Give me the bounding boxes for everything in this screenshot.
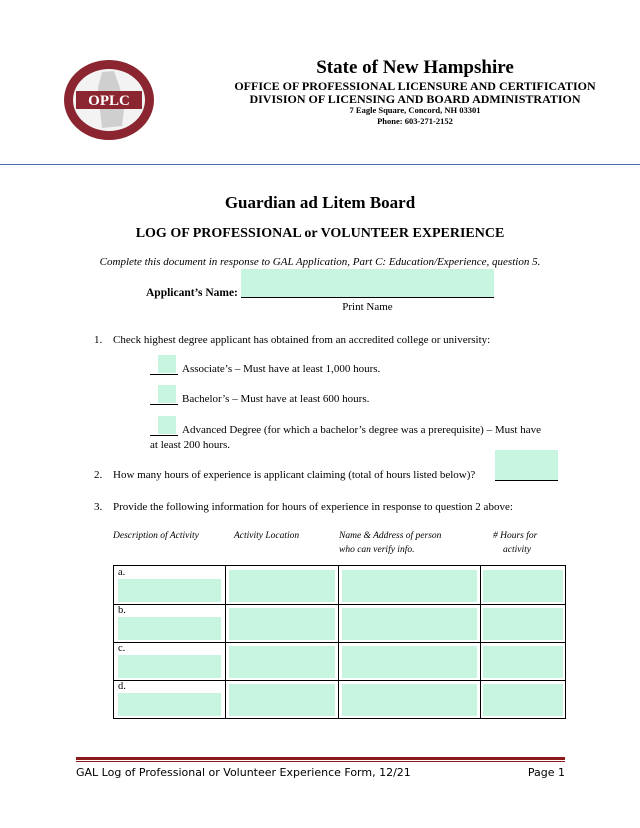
bachelors-option-label: Bachelor’s – Must have at least 600 hours. — [182, 393, 370, 405]
question-1-text: Check highest degree applicant has obtained from an accredited college or university: — [113, 334, 491, 346]
total-hours-underline — [495, 480, 558, 481]
table-row-divider — [113, 680, 566, 681]
applicant-name-label: Applicant’s Name: — [146, 287, 238, 299]
column-header-verifier-line2: who can verify info. — [339, 545, 415, 555]
question-1-number: 1. — [94, 334, 103, 346]
column-header-hours-line2: activity — [503, 545, 531, 555]
footer-divider — [76, 757, 565, 760]
column-header-location: Activity Location — [234, 531, 300, 541]
bachelors-underline — [150, 404, 178, 405]
form-title: LOG OF PROFESSIONAL or VOLUNTEER EXPERIENCE — [135, 226, 505, 241]
row-letter: a. — [118, 567, 126, 578]
row-d-verifier-input[interactable] — [342, 684, 477, 716]
row-a-verifier-input[interactable] — [342, 570, 477, 602]
total-hours-input[interactable] — [495, 450, 558, 480]
row-c-description-input[interactable] — [118, 655, 221, 678]
row-c-hours-input[interactable] — [483, 646, 563, 678]
row-b-description-input[interactable] — [118, 617, 221, 640]
logo-text: OPLC — [88, 93, 130, 109]
table-row-divider — [113, 642, 566, 643]
associates-option-label: Associate’s – Must have at least 1,000 hours. — [182, 363, 381, 375]
table-column-divider — [338, 565, 339, 719]
table-column-divider — [480, 565, 481, 719]
question-2-text: How many hours of experience is applicant claiming (total of hours listed below)? — [113, 469, 476, 481]
advanced-degree-checkbox[interactable] — [158, 416, 176, 434]
footer-form-name: GAL Log of Professional or Volunteer Experience Form, 12/21 — [76, 766, 411, 779]
row-letter: d. — [118, 681, 126, 692]
associates-checkbox[interactable] — [158, 355, 176, 373]
column-header-description: Description of Activity — [113, 531, 199, 541]
row-c-verifier-input[interactable] — [342, 646, 477, 678]
row-d-description-input[interactable] — [118, 693, 221, 716]
applicant-name-underline — [241, 297, 494, 298]
board-title: Guardian ad Litem Board — [224, 193, 416, 212]
question-3-text: Provide the following information for hours of experience in response to question 2 above: — [113, 501, 513, 513]
question-2-number: 2. — [94, 469, 103, 481]
row-a-hours-input[interactable] — [483, 570, 563, 602]
footer-divider-thin — [76, 761, 565, 762]
row-b-verifier-input[interactable] — [342, 608, 477, 640]
header-divider — [0, 164, 640, 165]
office-address: 7 Eagle Square, Concord, NH 03301 — [349, 105, 481, 115]
office-phone: Phone: 603-271-2152 — [377, 116, 453, 126]
row-d-hours-input[interactable] — [483, 684, 563, 716]
advanced-degree-label-line1: Advanced Degree (for which a bachelor’s degree was a prerequisite) – Must have — [182, 424, 541, 436]
office-name: OFFICE OF PROFESSIONAL LICENSURE AND CERTIFICATION — [234, 79, 596, 93]
column-header-verifier-line1: Name & Address of person — [339, 531, 442, 541]
advanced-degree-underline — [150, 435, 178, 436]
associates-underline — [150, 374, 178, 375]
advanced-degree-label-line2: at least 200 hours. — [150, 439, 231, 451]
row-a-location-input[interactable] — [229, 570, 335, 602]
state-title: State of New Hampshire — [316, 57, 514, 78]
row-letter: b. — [118, 605, 126, 616]
column-header-hours-line1: # Hours for — [493, 531, 538, 541]
row-b-location-input[interactable] — [229, 608, 335, 640]
question-3-number: 3. — [94, 501, 103, 513]
table-column-divider — [225, 565, 226, 719]
row-c-location-input[interactable] — [229, 646, 335, 678]
row-a-description-input[interactable] — [118, 579, 221, 602]
row-b-hours-input[interactable] — [483, 608, 563, 640]
bachelors-checkbox[interactable] — [158, 385, 176, 403]
applicant-name-input[interactable] — [241, 269, 494, 297]
page-number: Page 1 — [527, 766, 565, 779]
row-d-location-input[interactable] — [229, 684, 335, 716]
row-letter: c. — [118, 643, 126, 654]
table-row-divider — [113, 604, 566, 605]
oplc-logo — [62, 58, 156, 142]
form-instructions: Complete this document in response to GAL Application, Part C: Education/Experience, question 5. — [99, 256, 541, 268]
print-name-caption: Print Name — [342, 301, 393, 313]
division-name: DIVISION OF LICENSING AND BOARD ADMINISTRATION — [249, 92, 581, 106]
